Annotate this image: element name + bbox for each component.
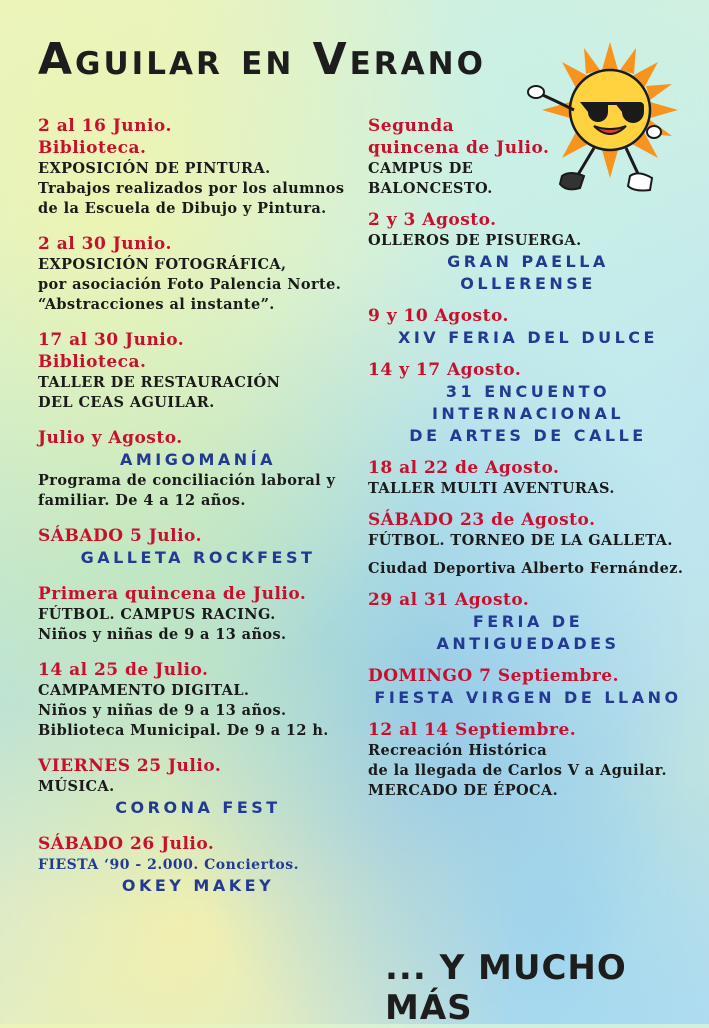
event-highlight: OLLERENSE (460, 274, 596, 293)
event-text: TALLER DE RESTAURACIÓN (38, 374, 281, 391)
event-block (38, 329, 358, 413)
events-left-column (38, 115, 358, 911)
event-subtitle: FIESTA ‘90 - 2.000. Conciertos. (38, 857, 300, 873)
event-text: FÚTBOL. TORNEO DE LA GALLETA. (368, 532, 673, 549)
event-date: 9 y 10 Agosto. (368, 306, 509, 326)
event-block (38, 427, 358, 511)
event-text: de la llegada de Carlos V a Aguilar. (368, 762, 667, 779)
event-text: CAMPAMENTO DIGITAL. (38, 682, 250, 699)
event-text: EXPOSICIÓN DE PINTURA. (38, 160, 271, 177)
event-block (368, 719, 688, 801)
event-date: SÁBADO 26 Julio. (38, 834, 215, 854)
event-block (368, 359, 688, 447)
event-date: 14 al 25 de Julio. (38, 660, 209, 680)
event-highlight: DE ARTES DE CALLE (409, 426, 647, 445)
event-highlight: GRAN PAELLA (447, 252, 609, 271)
event-text: Recreación Histórica (368, 742, 548, 759)
event-text: MÚSICA. (38, 778, 115, 795)
event-block (368, 665, 688, 709)
event-highlight: GALLETA ROCKFEST (80, 548, 316, 567)
page-title: Aguilar en Verano (38, 34, 486, 85)
event-highlight: ANTIGUEDADES (436, 634, 620, 653)
event-text (368, 551, 688, 559)
event-text: BALONCESTO. (368, 180, 493, 197)
event-block (38, 115, 358, 219)
event-highlight: 31 ENCUENTO (445, 382, 611, 401)
event-text: Programa de conciliación laboral y (38, 472, 336, 489)
event-highlight: OKEY MAKEY (121, 876, 275, 895)
event-block (38, 755, 358, 819)
event-highlight: FIESTA VIRGEN DE LLANO (374, 688, 682, 707)
event-block (38, 833, 358, 897)
event-date: Primera quincena de Julio. (38, 584, 307, 604)
event-text: DEL CEAS AGUILAR. (38, 394, 215, 411)
event-date: 12 al 14 Septiembre. (368, 720, 577, 740)
event-date: quincena de Julio. (368, 138, 550, 158)
event-date: 29 al 31 Agosto. (368, 590, 530, 610)
event-block (368, 115, 688, 199)
event-block (368, 209, 688, 295)
event-date: SÁBADO 23 de Agosto. (368, 510, 596, 530)
event-date: SÁBADO 5 Julio. (38, 526, 203, 546)
events-right-column (368, 115, 688, 811)
event-date: 18 al 22 de Agosto. (368, 458, 560, 478)
event-date: Segunda (368, 116, 455, 136)
event-text: familiar. De 4 a 12 años. (38, 492, 246, 509)
event-date: Biblioteca. (38, 138, 147, 158)
event-text: OLLEROS DE PISUERGA. (368, 232, 582, 249)
event-text: EXPOSICIÓN FOTOGRÁFICA, (38, 256, 287, 273)
event-block (368, 509, 688, 579)
event-date: VIERNES 25 Julio. (38, 756, 222, 776)
event-highlight: AMIGOMANÍA (119, 450, 277, 469)
event-text: Biblioteca Municipal. De 9 a 12 h. (38, 722, 329, 739)
event-date: 2 y 3 Agosto. (368, 210, 497, 230)
event-date: 2 al 30 Junio. (38, 234, 172, 254)
event-date: Julio y Agosto. (38, 428, 183, 448)
event-date: Biblioteca. (38, 352, 147, 372)
event-text: “Abstracciones al instante”. (38, 296, 275, 313)
event-block (38, 525, 358, 569)
event-text: Niños y niñas de 9 a 13 años. (38, 626, 287, 643)
event-block (368, 589, 688, 655)
event-block (38, 233, 358, 315)
event-text: CAMPUS DE (368, 160, 474, 177)
event-date: DOMINGO 7 Septiembre. (368, 666, 620, 686)
event-date: 2 al 16 Junio. (38, 116, 172, 136)
event-text: MERCADO DE ÉPOCA. (368, 782, 559, 799)
event-block (368, 457, 688, 499)
event-text: FÚTBOL. CAMPUS RACING. (38, 606, 276, 623)
event-date: 14 y 17 Agosto. (368, 360, 522, 380)
event-text: Ciudad Deportiva Alberto Fernández. (368, 560, 684, 577)
event-highlight: INTERNACIONAL (431, 404, 625, 423)
event-date: 17 al 30 Junio. (38, 330, 185, 350)
event-highlight: CORONA FEST (115, 798, 281, 817)
event-highlight: XIV FERIA DEL DULCE (398, 328, 658, 347)
event-block (38, 659, 358, 741)
event-block (38, 583, 358, 645)
event-text: Niños y niñas de 9 a 13 años. (38, 702, 287, 719)
footer-text: ... Y MUCHO MÁS (385, 948, 627, 1028)
event-text: de la Escuela de Dibujo y Pintura. (38, 200, 327, 217)
event-block (368, 305, 688, 349)
event-text: Trabajos realizados por los alumnos (38, 180, 345, 197)
event-highlight: FERIA DE (472, 612, 584, 631)
event-text: TALLER MULTI AVENTURAS. (368, 480, 615, 497)
event-text: por asociación Foto Palencia Norte. (38, 276, 342, 293)
